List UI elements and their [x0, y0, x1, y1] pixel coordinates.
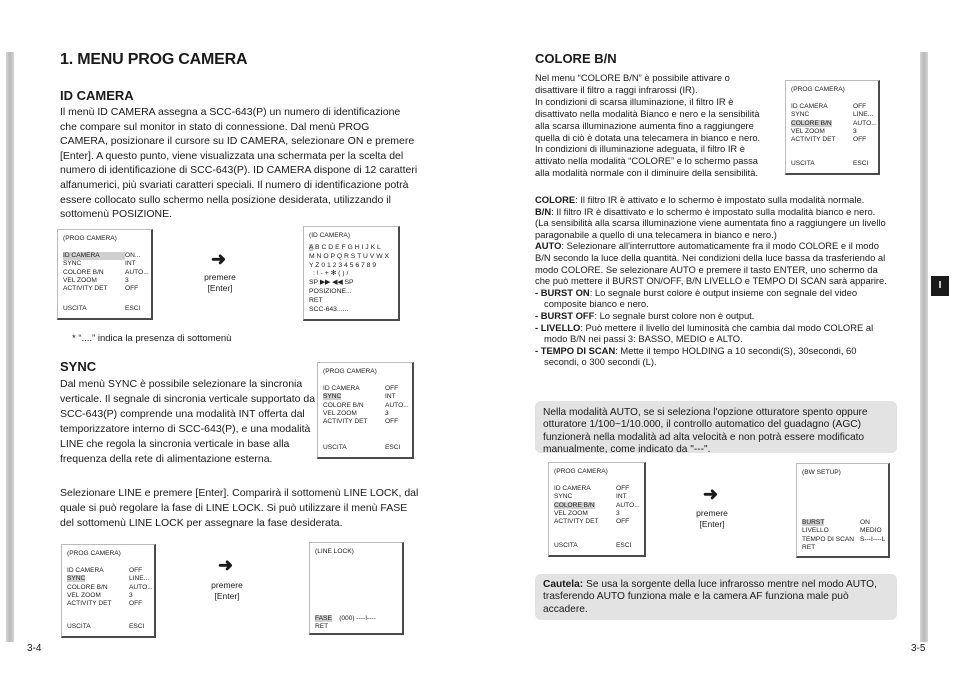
menu-item: VEL ZOOM	[554, 509, 588, 517]
arrow-right-icon: ➜	[703, 484, 719, 504]
menu-exit-value: ESCI	[385, 443, 401, 451]
sync-heading: SYNC	[60, 359, 97, 374]
menu-item: ID CAMERA	[791, 103, 828, 110]
ret-item: RET	[802, 543, 816, 551]
press-label: premere	[211, 580, 243, 590]
menu-exit-value: ESCI	[853, 159, 869, 167]
desc: : Il filtro IR è disattivato e lo schermo è impostato sulla modalità bianco e nero. (La sensibilità alla scarsa illuminazione viene aumentata fino a raggiungere un livello paragonabile a quello di una telecamera in bianco e nero.)	[535, 205, 886, 240]
menu-exit-label: USCITA	[554, 541, 578, 549]
menu-item: SYNC	[67, 575, 86, 583]
menu-item: ACTIVITY DET	[323, 418, 368, 426]
menu-title: (PROG CAMERA)	[554, 468, 608, 475]
arrow-right-icon: ➜	[218, 555, 234, 575]
section-tab: I	[931, 276, 949, 296]
press-label: premere	[696, 508, 728, 518]
menu-value: LINE...	[129, 575, 150, 583]
sync-text-2: Selezionare LINE e premere [Enter]. Comparirà il sottomenù LINE LOCK, dal quale si può regolare la fase di LINE LOCK. Si può utilizzare il menù FASE del sottomenù LINE LOCK per assegnare la fase desiderata.	[60, 487, 419, 529]
menu-item: ID CAMERA	[323, 385, 360, 392]
press-enter-caption	[688, 508, 736, 530]
colore-intro	[535, 72, 775, 179]
menu-value: OFF	[385, 385, 399, 392]
option-bn	[535, 206, 887, 241]
char-row: : ! - + ✻ ( ) /	[313, 270, 349, 278]
enter-label: [Enter]	[207, 283, 233, 293]
intro-line: alla modalità normale con il diminuire della sensibilità.	[535, 167, 759, 179]
press-enter-caption	[196, 272, 244, 294]
menu-title: (PROG CAMERA)	[791, 86, 845, 93]
menu-value: OFF	[125, 285, 139, 293]
term: - BURST ON	[535, 286, 590, 298]
menu-item: ACTIVITY DET	[63, 285, 108, 293]
page-number-right: 3-5	[911, 643, 926, 654]
menu-item: ID CAMERA	[63, 252, 125, 260]
menu-value: AUTO...	[853, 119, 877, 127]
term: COLORE	[535, 194, 576, 205]
intro-line: alla scarsa illuminazione aumenta fino a raggiungere	[535, 119, 754, 131]
line-lock-menu	[309, 542, 404, 635]
menu-item: SYNC	[63, 260, 82, 268]
term: AUTO	[535, 240, 562, 252]
intro-line: quella di ciò è dotata una telecamera in bianco e nero.	[535, 131, 761, 143]
prog-camera-menu-colore-2	[548, 462, 646, 557]
page-title: 1. MENU PROG CAMERA	[60, 51, 248, 68]
menu-title: (BW SETUP)	[802, 469, 841, 476]
bw-value: S---I----L	[860, 535, 886, 543]
menu-title: (PROG CAMERA)	[323, 368, 377, 375]
caution-text: Se usa la sorgente della luce infrarosso mentre nel modo AUTO, trasferendo AUTO funziona male e la camera AF funziona male può accadere.	[543, 579, 877, 615]
menu-value: OFF	[616, 518, 630, 526]
menu-exit-label: USCITA	[63, 304, 87, 312]
menu-value: INT	[125, 260, 136, 268]
menu-item: ACTIVITY DET	[67, 600, 112, 608]
menu-value: 3	[129, 591, 133, 599]
id-camera-text: Il menù ID CAMERA assegna a SCC-643(P) un numero di identificazione che compare sul monitor in stato di connessione. Dal menù PROG CAMERA, posizionare il cursore su ID CAMERA, selezionare ON e premere [Enter]. A questo punto, viene visualizzata una schermata per la scelta del numero di identificazione di SCC-643(P). ID CAMERA dispone di 12 caratteri alfanumerici, più svariati caratteri speciali. Il numero di identificazione potrà essere collocato sullo schermo nella posizione desiderata, utilizzando il sottomenù POSIZIONE.	[60, 106, 418, 221]
menu-title: (LINE LOCK)	[315, 548, 354, 555]
menu-value: OFF	[385, 418, 399, 426]
desc: : Il filtro IR è attivato e lo schermo è impostato sulla modalità normale.	[575, 194, 865, 205]
option-livello	[535, 322, 887, 345]
menu-title: (ID CAMERA)	[309, 232, 351, 239]
menu-value: OFF	[129, 567, 143, 574]
menu-item: VEL ZOOM	[67, 591, 101, 599]
position-item: POSIZIONE...	[309, 287, 352, 295]
bw-item: BURST	[802, 519, 825, 526]
right-page-edge	[920, 52, 928, 642]
menu-value: OFF	[129, 600, 143, 608]
caution-term: Cautela:	[543, 579, 584, 590]
char-row: M N O P Q R S T U V W X	[309, 252, 390, 260]
menu-title: (PROG CAMERA)	[67, 550, 121, 557]
intro-line: Nel menu “COLORE B/N” è possibile attivare o	[535, 72, 730, 83]
menu-exit-label: USCITA	[791, 159, 815, 167]
desc: : Lo segnale burst colore non è output.	[594, 309, 755, 321]
menu-item: VEL ZOOM	[791, 127, 825, 135]
menu-exit-label: USCITA	[67, 622, 91, 630]
char-row: B C D E F G H I J K L	[313, 244, 381, 251]
page-number-left: 3-4	[27, 643, 42, 654]
enter-label: [Enter]	[214, 591, 240, 601]
footnote: * “....” indica la presenza di sottomenù	[72, 333, 232, 344]
selected-char: A	[309, 244, 314, 251]
intro-line: disattivare il filtro a raggi infrarossi (IR).	[535, 83, 698, 95]
bw-setup-menu	[796, 463, 890, 558]
prog-camera-menu-line	[61, 544, 156, 638]
prog-camera-menu-sync	[317, 362, 414, 459]
desc: : Può mettere il livello del luminosità che cambia dal modo COLORE al modo B/N nei passi 3: BASSO, MEDIO e ALTO.	[544, 321, 874, 345]
menu-value: OFF	[853, 136, 867, 144]
id-camera-menu	[303, 226, 400, 321]
intro-line: disattivato nella modalità Bianco e nero e la sensibilità	[535, 107, 760, 119]
enter-label: [Enter]	[699, 519, 725, 529]
menu-value: 3	[616, 509, 620, 517]
camera-id-item: SCC-643......	[309, 305, 349, 313]
menu-exit-value: ESCI	[129, 622, 145, 630]
option-colore	[535, 194, 887, 206]
colore-options	[535, 194, 887, 368]
caution-note	[535, 574, 897, 620]
option-auto	[535, 240, 887, 286]
menu-exit-label: USCITA	[323, 443, 347, 451]
desc: : Lo segnale burst colore è output insieme con segnale del video composite bianco e nero.	[544, 286, 858, 310]
menu-item: ACTIVITY DET	[554, 518, 599, 526]
colore-heading: COLORE B/N	[535, 51, 617, 66]
menu-item: VEL ZOOM	[63, 276, 97, 284]
menu-exit-value: ESCI	[125, 304, 141, 312]
menu-value: AUTO...	[385, 401, 409, 409]
intro-line: In condizioni di scarsa illuminazione, il filtro IR è	[535, 95, 734, 107]
char-row: Y Z 0 1 2 3 4 5 6 7 8 9	[309, 261, 377, 269]
menu-item: COLORE B/N	[63, 268, 104, 276]
menu-value: INT	[616, 493, 627, 501]
left-page-edge	[6, 52, 14, 642]
prog-camera-menu-id	[57, 229, 153, 320]
bw-item: TEMPO DI SCAN	[802, 535, 855, 543]
press-enter-caption	[203, 580, 251, 602]
intro-line: attivato nella modalità “COLORE” e lo schermo passa	[535, 155, 759, 167]
menu-value: OFF	[616, 485, 630, 492]
bw-value: ON	[860, 519, 870, 526]
menu-value: AUTO...	[125, 268, 149, 276]
desc: : Mette il tempo HOLDING a 10 secondi(S), 30secondi, 60 secondi, o 300 secondi (L).	[544, 344, 857, 368]
prog-camera-menu-colore	[785, 80, 880, 175]
arrow-right-icon: ➜	[211, 249, 227, 269]
auto-note	[535, 401, 897, 456]
menu-value: ON...	[125, 252, 141, 259]
menu-value: INT	[385, 393, 396, 401]
bw-item: LIVELLO	[802, 527, 829, 535]
sync-text: Dal menù SYNC è possibile selezionare la sincronia verticale. Il segnale di sincronia verticale supportato da SCC-643(P) comprende una modalità INT offerta dal temporizzatore interno di SCC-643(P), e una modalità LINE che regola la sincronia verticale in base alla frequenza della rete di alimentazione esterna.	[60, 378, 316, 466]
menu-item: COLORE B/N	[791, 119, 832, 127]
term: - LIVELLO	[535, 321, 581, 333]
menu-item: VEL ZOOM	[323, 409, 357, 417]
term: - BURST OFF	[535, 309, 595, 321]
intro-line: In condizioni di illuminazione adeguata, il filtro IR è	[535, 143, 746, 155]
menu-item: ID CAMERA	[67, 567, 104, 574]
phase-value: (000) ----I----	[339, 615, 376, 622]
menu-value: 3	[385, 409, 389, 417]
option-tempo	[535, 345, 887, 368]
menu-item: SYNC	[554, 493, 573, 501]
menu-item: COLORE B/N	[323, 401, 364, 409]
menu-item: SYNC	[791, 111, 810, 119]
menu-item: COLORE B/N	[67, 583, 108, 591]
menu-item: COLORE B/N	[554, 501, 595, 509]
char-row: SP ▶▶ ◀◀ SP	[309, 279, 354, 287]
menu-item: ACTIVITY DET	[791, 136, 836, 144]
phase-label: FASE	[315, 615, 332, 622]
menu-value: AUTO...	[129, 583, 153, 591]
menu-value: 3	[853, 127, 857, 135]
menu-item: ID CAMERA	[554, 485, 591, 492]
desc: : Selezionare all'interruttore automaticamente fra il modo COLORE e il modo B/N secondo la luce della quantità. Nei condizioni della luce bassa da trasferiendo al modo COLORE. Se selezionare AUTO e premere il tasto ENTER, uno schermo da che può mettere il BURST ON/OFF, B/N LIVELLO e TEMPO DI SCAN sarà apparire.	[535, 240, 887, 287]
bw-value: MEDIO	[860, 527, 882, 535]
note-text: Nella modalità AUTO, se si seleziona l'opzione otturatore spento oppure otturatore 1/100~1/10.000, il controllo automatico del guadagno (AGC) funzionerà nella modalità ad alta velocità e non potrà essere modificato manualmente, come indicato da "---".	[543, 407, 868, 456]
menu-value: OFF	[853, 103, 867, 110]
press-label: premere	[204, 272, 236, 282]
option-burst-on	[535, 287, 887, 310]
menu-exit-value: ESCI	[616, 541, 632, 549]
menu-value: LINE...	[853, 111, 874, 119]
menu-value: 3	[125, 276, 129, 284]
menu-title: (PROG CAMERA)	[63, 235, 117, 242]
menu-value: AUTO...	[616, 501, 640, 509]
ret-item: RET	[309, 296, 323, 304]
menu-item: SYNC	[323, 393, 342, 401]
ret-item: RET	[315, 623, 329, 631]
term: - TEMPO DI SCAN	[535, 344, 616, 356]
term: B/N	[535, 205, 552, 217]
option-burst-off	[535, 310, 887, 322]
id-camera-heading: ID CAMERA	[60, 88, 134, 103]
